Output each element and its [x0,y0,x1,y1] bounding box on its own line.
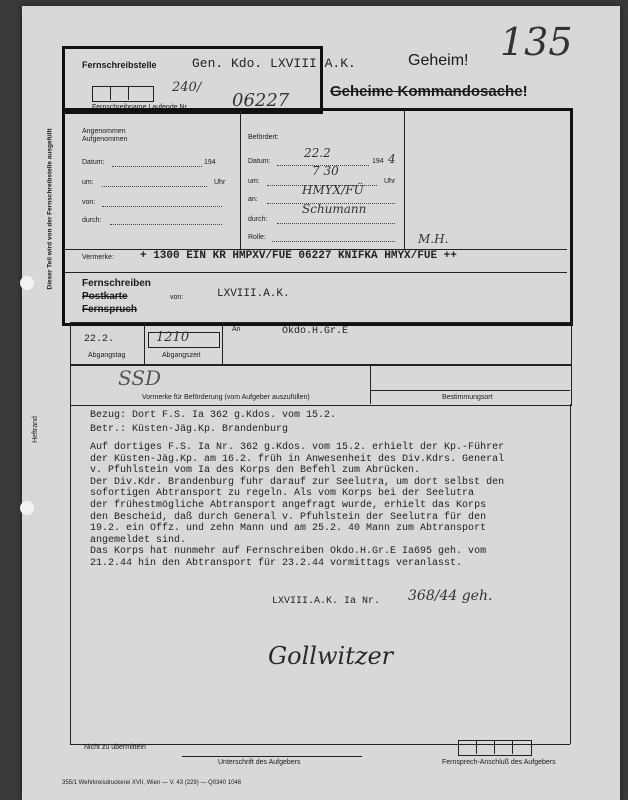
divider [476,740,477,754]
received-durch: durch: [82,217,102,224]
body-line: angemeldet sind. [90,534,187,546]
body-line: Das Korps hat nunmehr auf Fernschreiben Okdo.H.Gr.E Ia695 geh. vom [90,546,487,558]
dispatch-date: 22.2. [84,334,115,345]
forwarded-year: 194 [372,158,384,165]
vermerke-text: + 1300 EIN KR HMPXV/FUE 06227 KNIFKA HMYX/FUE ++ [140,250,457,262]
serial-box [92,86,154,102]
dotted-line [277,223,395,224]
priority: SSD [118,366,162,390]
footer-anschluss: Fernsprech-Anschluß des Aufgebers [442,759,556,766]
body-line: Der Div.Kdr. Brandenburg fuhr darauf zur Seelutra, um dort selbst den [90,476,505,488]
dotted-line [102,186,207,187]
serial-hand: 240/ [172,80,202,95]
body-text [90,442,560,570]
body-line: sofortigen Abtransport zu regeln. Als vom Korps bei der Seelutra [90,488,475,500]
type-fernschreiben: Fernschreiben [82,278,151,289]
received-von: von: [82,199,96,206]
forwarded-rolle: Rolle: [248,234,266,241]
divider [370,390,570,391]
serial-label: Fernschreibname Laufende Nr. [92,104,189,111]
forwarded-an: an: [248,196,258,203]
divider [222,322,223,364]
received-um: um: [82,179,94,186]
received-uhr: Uhr [214,179,226,186]
forwarded-durch-value: Schumann [302,202,367,216]
divider [182,756,362,757]
received-heading-2: Aufgenommen [82,136,128,143]
dispatch-time-label: Abgangszeit [162,352,201,359]
body-line: 21.2.44 hin den Abtransport für 23.2.44 vormittags veranlasst. [90,557,463,569]
type-postkarte: Postkarte [82,291,128,302]
forwarded-year-hand: 4 [388,152,396,166]
body-line: der frühestmögliche Abtransport angefragt wurde, erhielt das Korps [90,499,487,511]
phone-box [458,740,532,756]
footer-printer: 355/1 Wehrkreisdruckerei XVII, Wien — V. 43 (229) — Q0340 1046 [62,780,242,786]
received-datum: Datum: [82,159,105,166]
station-value: Gen. Kdo. LXVIII A.K. [192,56,356,71]
forwarded-datum: Datum: [248,158,271,165]
form-box [62,108,573,326]
divider [110,86,111,100]
document-page [22,6,620,800]
dispatch-date-label: Abgangstag [88,352,126,359]
divider [144,322,145,364]
received-year: 194 [204,159,216,166]
dotted-line [110,224,222,225]
forwarded-heading: Befördert: [248,134,279,141]
margin-line [570,404,571,744]
forwarded-um: um: [248,178,260,185]
body-line: der Küsten-Jäg.Kp. am 16.2. früh in Anwesenheit des Div.Kdrs. General [90,453,505,465]
divider [65,272,567,273]
heftrand: Heftrand [31,416,39,443]
dotted-line [272,241,395,242]
notes-label: Vormerke für Beförderung (vom Aufgeber auszufüllen) [142,394,310,401]
initials: M.H. [418,232,449,246]
page-number: 135 [500,20,573,64]
dispatch-an: An [232,326,241,333]
body-line: Auf dortiges F.S. Ia Nr. 362 g.Kdos. vom 15.2. erhielt der Kp.-Führer [90,442,505,453]
body-line: den Bescheid, daß durch General v. Pfuhlstein der Seelutra für den [90,511,487,523]
serial-number: 06227 [232,90,290,111]
body-line: v. Pfuhlstein vom Ia des Korps den Befehl zum Abrücken. [90,465,421,477]
divider [370,364,371,404]
type-fernspruch: Fernspruch [82,304,138,315]
signature: Gollwitzer [268,642,394,670]
divider [494,740,495,754]
secret-label: Geheim! [408,52,469,69]
footer-nicht: Nicht zu übermitteln [84,744,146,751]
reference-hand: 368/44 geh. [408,588,493,604]
struck-classification [330,83,528,100]
footer-unterschrift: Unterschrift des Aufgebers [218,759,301,766]
type-von: von: [170,294,184,301]
dest-label: Bestimmungsort [442,394,493,401]
divider [240,111,241,249]
dotted-line [102,206,222,207]
forwarded-an-value: HMYX/FÜ [302,183,364,197]
body-line: 19.2. ein Offz. und zehn Mann und am 25.2. 40 Mann zum Abtransport [90,523,487,535]
bezug: Bezug: Dort F.S. Ia 362 g.Kdos. vom 15.2. [90,410,337,421]
margin-line [70,404,71,744]
divider [404,111,405,249]
punch-hole [20,501,34,515]
received-heading: Angenommen [82,128,126,135]
punch-hole [20,276,34,290]
betreff: Betr.: Küsten-Jäg.Kp. Brandenburg [90,424,289,435]
station-label: Fernschreibstelle [82,60,157,70]
forwarded-uhr: Uhr [384,178,396,185]
vermerke-label: Vermerke: [82,254,114,261]
forwarded-durch: durch: [248,216,268,223]
dispatch-time: 1210 [156,330,190,345]
sender: LXVIII.A.K. [217,288,290,300]
forwarded-um-value: 7 30 [312,164,339,178]
recipient: Okdo.H.Gr.E [282,326,349,337]
side-note: Dieser Teil wird von der Fernschreibstelle ausgefüllt [46,128,54,290]
reference: LXVIII.A.K. Ia Nr. [272,596,381,607]
divider [512,740,513,754]
dotted-line [112,166,202,167]
struck-tail: ! [522,83,528,100]
divider [128,86,129,100]
struck-text: Geheime Kommandosache [330,83,523,100]
forwarded-datum-value: 22.2 [304,146,331,160]
